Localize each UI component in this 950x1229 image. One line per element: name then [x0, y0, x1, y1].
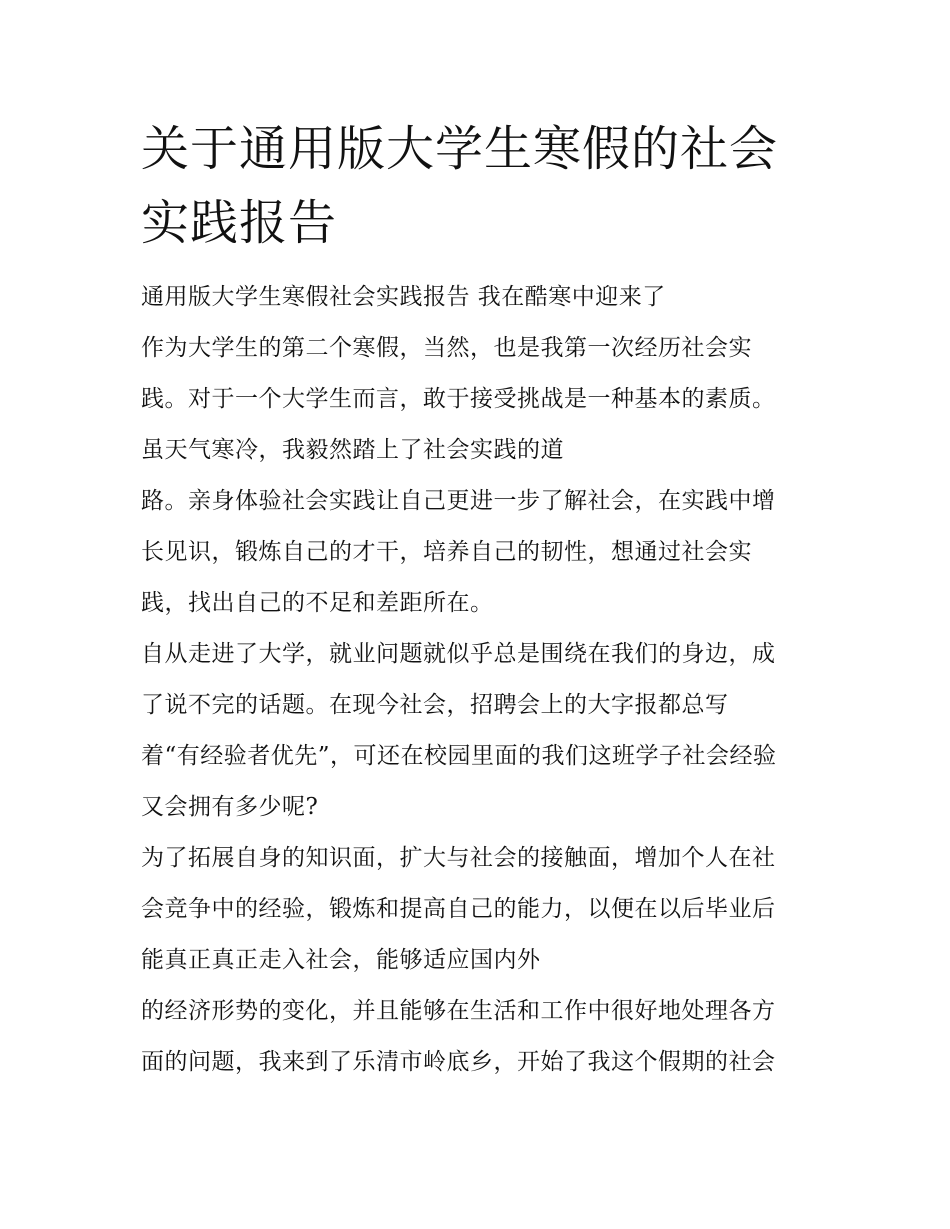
title-line-1: 关于通用版大学生寒假的社会	[141, 121, 779, 177]
body-line: 虽天气寒冷，我毅然踏上了社会实践的道	[141, 437, 564, 463]
body-line: 了说不完的话题。在现今社会，招聘会上的大字报都总写	[141, 692, 729, 718]
body-line: 践，找出自己的不足和差距所在。	[141, 590, 494, 616]
body-line: 面的问题，我来到了乐清市岭底乡，开始了我这个假期的社会	[141, 1049, 776, 1075]
body-line: 会竞争中的经验，锻炼和提高自己的能力，以便在以后毕业后	[141, 896, 776, 922]
body-line: 的经济形势的变化，并且能够在生活和工作中很好地处理各方	[141, 998, 776, 1024]
document-title	[141, 112, 821, 260]
body-line: 路。亲身体验社会实践让自己更进一步了解社会，在实践中增	[141, 488, 776, 514]
body-line: 作为大学生的第二个寒假，当然，也是我第一次经历社会实	[141, 335, 752, 361]
body-line: 能真正真正走入社会，能够适应国内外	[141, 947, 541, 973]
document-body	[141, 272, 821, 1088]
document-page	[141, 112, 821, 1088]
title-line-2: 实践报告	[141, 195, 338, 251]
body-line: 长见识，锻炼自己的才干，培养自己的韧性，想通过社会实	[141, 539, 752, 565]
body-line: 着“有经验者优先”，可还在校园里面的我们这班学子社会经验	[141, 743, 777, 769]
body-line: 践。对于一个大学生而言，敢于接受挑战是一种基本的素质。	[141, 386, 776, 412]
body-line: 又会拥有多少呢?	[141, 794, 319, 820]
body-line: 自从走进了大学，就业问题就似乎总是围绕在我们的身边，成	[141, 641, 776, 667]
body-line: 为了拓展自身的知识面，扩大与社会的接触面，增加个人在社	[141, 845, 776, 871]
body-line: 通用版大学生寒假社会实践报告 我在酷寒中迎来了	[141, 284, 666, 310]
